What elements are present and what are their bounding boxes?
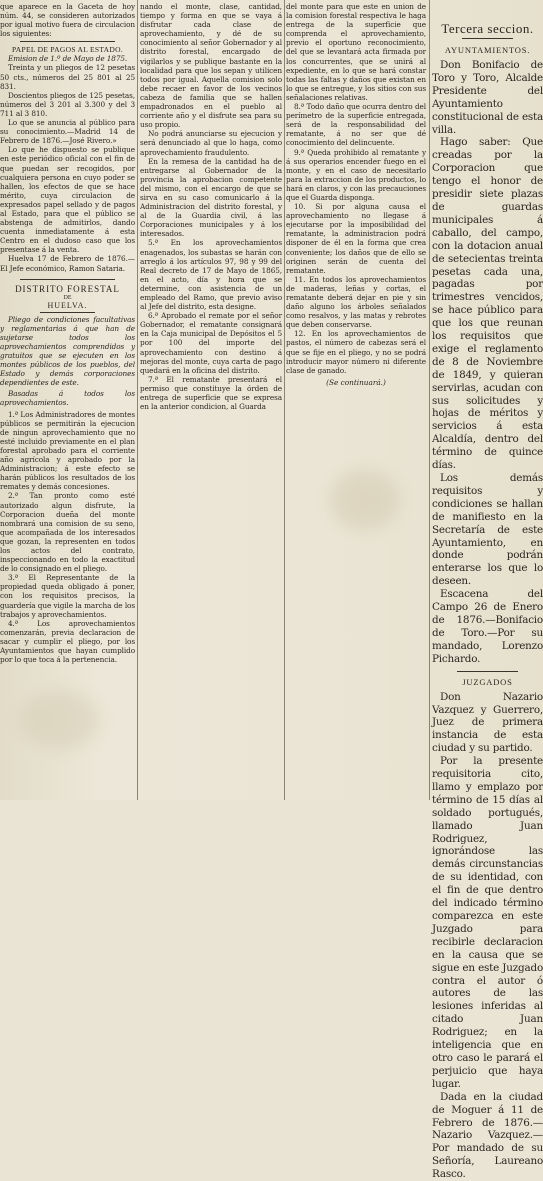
paragraph: nando el monte, clase, cantidad, tiempo y forma en que se vaya á disfrutar cada clase de aprovechamiento, y dé de su conocimiento al señor Gobernador y al distrito forestal, encargado de vigilarlos y se publique bastante en la localidad para que los sepan y utilicen todos por igual. Aquella comision solo debe recaer en favor de los vecinos cabeza de familia que se hallen empadronados en el pueblo al corriente año y el disfrute sea para su uso propio.	[140, 2, 282, 130]
paragraph: Treinta y un pliegos de 12 pesetas 50 cts., números del 25 801 al 25 831.	[0, 63, 135, 91]
notice-header: Don Bonifacio de Toro y Toro, Alcalde Presidente del Ayuntamiento constitucional de esta villa.	[432, 59, 543, 136]
paragraph: del monte para que este en union de la comision forestal respectiva le haga entrega de la superficie que comprenda el aprovechamiento, previo el oportuno reconocimiento, del que se levantará acta firmada por los concurrentes, que se unirá al expediente, en lo que se hará constar todas las faltas y daños que existan en lo que se entregue, y los sitios con sus señalaciones relativas.	[286, 2, 426, 102]
subsection-ayuntamientos: AYUNTAMIENTOS.	[444, 45, 531, 55]
forest-title: DISTRITO FORESTAL	[15, 283, 120, 294]
notice-body: Hago saber: Que creadas por la Corporacion que tengo el honor de presidir siete plazas de guardas municipales á caballo, del campo, con la dotacion anual de setecientas treinta pesetas cada una, pagadas por trimestres vencidos, se hace público para que los que reunan los requisitos que exige el reglamento de 8 de Noviembre de 1849, y quieran servirlas, acudan con sus solicitudes y hojas de méritos y servicios á esta Alcaldía, dentro del término de quince días.	[432, 136, 543, 472]
article: 7.ª El rematante presentará el permiso que constituye la órden de entrega de superficie que se expresa en la anterior condicion, al Guarda	[140, 374, 282, 412]
column-3	[286, 0, 426, 800]
column-rule	[137, 0, 138, 800]
notice-body: Por la presente requisitoria cito, llamo y emplazo por término de 15 días al soldado portugués, llamado Juan Rodriguez, ignorándose las demás circunstancias de su identidad, con el fin de que dentro del indicado término comparezca en este Juzgado para recibirle declaracion en la causa que se sigue en este Juzgado contra el autor ó autores de las lesiones inferidas al citado Juan Rodriguez; en la inteligencia que en otro caso le parará el perjuicio que haya lugar.	[432, 755, 543, 1090]
column-rule	[284, 0, 285, 800]
column-4	[432, 0, 543, 1181]
column-rule	[429, 0, 430, 800]
paragraph: que aparece en la Gaceta de hoy núm. 44, se consideren autorizados por igual motivo fuera de circulacion los siguientes:	[0, 2, 135, 39]
divider	[462, 38, 513, 39]
paragraph: Lo que se anuncia al público para su conocimiento.—Madrid 14 de Febrero de 1876.—José Rivero.»	[0, 118, 135, 146]
article: 11. En todos los aprovechamientos de maderas, leñas y cortas, el rematante deberá dejar en pie y sin daño alguno los árboles señalados como resalvos, y las matas y rebrotes que deben conservarse.	[286, 274, 426, 330]
article: 6.ª Aprobado el remate por el señor Gobernador, el rematante consignará en la Caja municipal de Depósitos el 5 por 100 del importe del aprovechamiento con destino á mejoras del monte, cuya carta de pago quedará en la oficina del distrito.	[140, 311, 282, 375]
article: 10. Si por alguna causa el aprovechamiento no llegase á ejecutarse por la imposibilidad del rematante, la administracion podrá disponer de él en la forma que crea conveniente; los daños que de ello se originen serán de cuenta del rematante.	[286, 202, 426, 275]
paragraph: Doscientos pliegos de 125 pesetas, números del 3 201 al 3.300 y del 3 711 al 3 810.	[0, 90, 135, 118]
article: 12. En los aprovechamientos de pastos, el número de cabezas será el que se fije en el pliego, y no se podrá introducir mayor número ni diferente clase de ganado.	[286, 329, 426, 375]
article: 2.ª Tan pronto como esté autorizado algun disfrute, la Corporacion dueña del monte nombrará una comision de su seno, que acompañada de los interesados que gozan, la representen en todos los actos del contrato, inspeccionando en todo la exactitud de lo consignado en el pliego.	[0, 491, 135, 574]
notice-body: Los demás requisitos y condiciones se hallan de manifiesto en la Secretaría de este Ayuntamiento, en donde podrán enterarse los que lo deseen.	[432, 472, 543, 588]
paragraph: No podrá anunciarse su ejecucion y será denunciado al que lo haga, como aprovechamiento fraudulento.	[140, 129, 282, 157]
subsection-juzgados: JUZGADOS	[462, 676, 513, 687]
column-1	[0, 0, 135, 800]
article: 8.ª Todo daño que ocurra dentro del perímetro de la superficie entregada, será de la responsabilidad del rematante, á no ser que dé conocimiento del delincuente.	[286, 102, 426, 148]
pliego-title: Pliego de condiciones facultativas y reglamentarias á que han de sujetarse todos los aprovechamientos comprendidos y gratuitos que se ejecuten en los montes públicos de los pueblos, del Estado y demás corporaciones dependientes de este.	[0, 314, 135, 388]
notice-date: Dada en la ciudad de Moguer á 11 de Febrero de 1876.—Nazario Vazquez.—Por mandado de su Señoría, Laureano Rasco.	[432, 1090, 543, 1181]
section-heading: Tercera seccion.	[441, 21, 534, 36]
divider	[20, 279, 115, 280]
article: 5.ª En los aprovechamientos enagenados, los subastas se harán con arreglo á los artículos 97, 98 y 99 del Real decreto de 17 de Mayo de 1865, en el acto, día y hora que se determine, con asistencia de un empleado del Ramo, que previo aviso al Jefe del distrito, esta designe.	[140, 238, 282, 312]
notice-date: Escacena del Campo 26 de Enero de 1876.—Bonifacio de Toro.—Por su mandado, Lorenzo Pichardo.	[432, 588, 543, 665]
basadas-line: Basadas á todos los aprovechamientos.	[0, 389, 135, 408]
divider	[20, 41, 115, 42]
section-title: PAPEL DE PAGOS AL ESTADO.	[11, 45, 124, 55]
column-2	[140, 0, 282, 800]
paragraph: Lo que he dispuesto se publique en este periódico oficial con el fin de que puedan ser recogidos, por cualquiera persona en cuyo poder se hallen, los efectos de que se hace mérito, cuya circulacion de expresados papel sellado y de pagos al Estado, para que el público se abstenga de admitirlos, dando cuenta inmediatamente á esta Centro en el dudoso caso que los presentase á la venta.	[0, 145, 135, 255]
divider	[457, 671, 518, 672]
article: 4.ª Los aprovechamientos comenzarán, previa declaracion de sacar y cumplir el pliego, por los Ayuntamientos que hayan cumplido por lo que toca á la pertenencia.	[0, 618, 135, 665]
forest-de: DE	[63, 294, 72, 301]
forest-place: HUELVA.	[47, 300, 88, 310]
notice-header: Don Nazario Vazquez y Guerrero, Juez de primera instancia de esta ciudad y su partido.	[432, 690, 543, 755]
paragraph: En la remesa de la cantidad ha de entregarse al Gobernador de la provincia la aprobacion competente del mismo, con el encargo de que se sirva en su caso comunicarlo á la Administracion del distrito forestal, y al de la Guardia civil, á las Corporaciones municipales y á los interesados.	[140, 156, 282, 239]
date-line: Huelva 17 de Febrero de 1876.—El Jefe económico, Ramon Sataria.	[0, 254, 135, 273]
divider	[40, 312, 95, 313]
article: 1.ª Los Administradores de montes públicos se permitirán la ejecucion de ningun aprovechamiento que no esté incluido previamente en el plan forestal aprobado para el corriente año agrícola y aprobado por la Administracion; á este efecto se harán públicos los resultados de los remates y demás concesiones.	[0, 409, 135, 492]
article: 9.ª Queda prohibido al rematante y á sus operarios encender fuego en el monte, y en el caso de necesitarlo para la extraccion de los productos, lo hará en claros, y con las precauciones que el Guarda disponga.	[286, 147, 426, 202]
emission-line: Emision de 1.º de Mayo de 1875.	[8, 54, 128, 64]
continuation-note: (Se continuará.)	[326, 377, 386, 387]
article: 3.ª El Representante de la propiedad queda obligado á poner, con los requisitos precisos, la guardería que vigile la marcha de los trabajos y aprovechamientos.	[0, 573, 135, 619]
